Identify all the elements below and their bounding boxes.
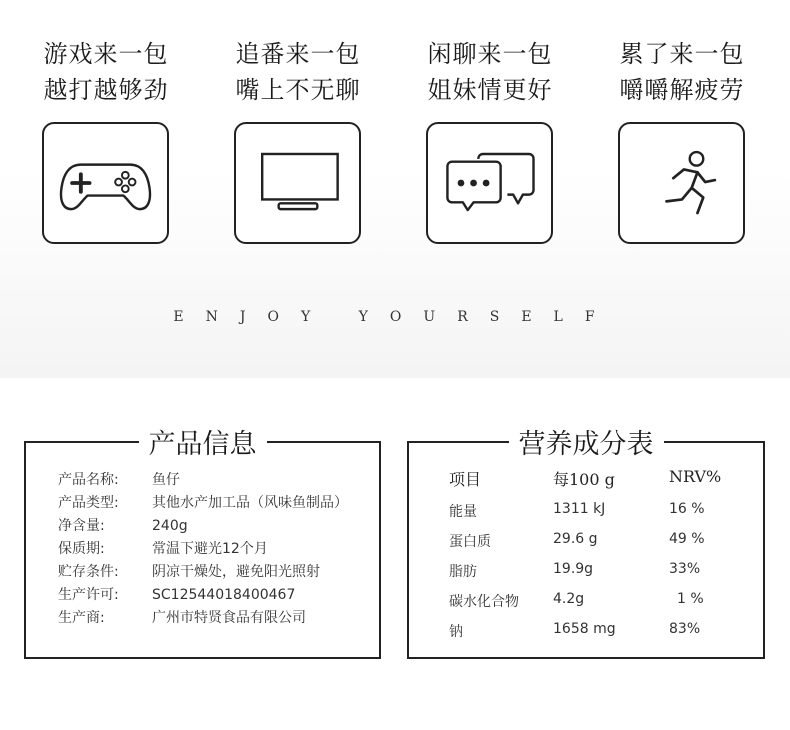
feature-line2: 越打越够劲	[43, 76, 169, 104]
nutrient-name: 钠	[449, 624, 463, 640]
info-row	[58, 492, 348, 512]
nutrient-name: 能量	[449, 504, 477, 520]
feature-tired	[602, 36, 762, 108]
feature-line1: 游戏来一包	[43, 40, 169, 68]
nutrient-name: 蛋白质	[449, 534, 491, 550]
info-label: 产品名称:	[58, 472, 119, 488]
header-per100: 每100 g	[553, 470, 615, 489]
feature-line2: 姐妹情更好	[427, 76, 553, 104]
chat-bubbles-icon	[426, 122, 553, 244]
running-man-icon	[618, 122, 745, 244]
info-label: 保质期:	[58, 541, 105, 557]
info-label: 净含量:	[58, 518, 105, 534]
nutrient-nrv: 1 %	[677, 591, 704, 607]
info-row	[58, 515, 188, 535]
nutrition-panel	[407, 429, 765, 659]
info-label: 产品类型:	[58, 495, 119, 511]
info-label: 生产商:	[58, 610, 105, 626]
product-info-panel	[24, 429, 381, 659]
header-nrv: NRV%	[669, 467, 722, 486]
gamepad-icon	[42, 122, 169, 244]
nutrition-title: 营养成分表	[509, 429, 664, 460]
info-value: 240g	[152, 518, 188, 534]
feature-line2: 嚼嚼解疲劳	[619, 76, 745, 104]
feature-anime	[218, 36, 378, 108]
nutrient-per100: 19.9g	[553, 561, 594, 577]
info-row	[58, 538, 268, 558]
tagline: ENJOY YOURSELF	[173, 309, 617, 325]
feature-line2: 嘴上不无聊	[235, 76, 361, 104]
feature-line1: 累了来一包	[619, 40, 745, 68]
nutrient-per100: 29.6 g	[553, 531, 598, 547]
nutrient-per100: 1658 mg	[553, 621, 616, 637]
nutrient-nrv: 83%	[669, 621, 701, 637]
product-info-title: 产品信息	[139, 429, 267, 460]
info-value: 阴凉干燥处，避免阳光照射	[152, 564, 320, 580]
feature-chat	[410, 36, 570, 108]
info-label: 贮存条件:	[58, 564, 119, 580]
nutrient-nrv: 33%	[669, 561, 701, 577]
info-row	[58, 469, 180, 489]
nutrient-name: 脂肪	[449, 564, 477, 580]
feature-line1: 追番来一包	[235, 40, 361, 68]
info-value: 广州市特贤食品有限公司	[152, 610, 306, 626]
nutrient-per100: 4.2g	[553, 591, 585, 607]
nutrient-per100: 1311 kJ	[553, 501, 606, 517]
info-row	[58, 584, 295, 604]
info-row	[58, 561, 320, 581]
info-value: 常温下避光12个月	[152, 541, 268, 557]
nutrition-title-wrap	[409, 422, 763, 461]
info-value: SC12544018400467	[152, 587, 296, 603]
header-item: 项目	[449, 470, 482, 489]
info-value: 鱼仔	[152, 472, 180, 488]
info-value: 其他水产加工品（风味鱼制品）	[152, 495, 348, 511]
feature-line1: 闲聊来一包	[427, 40, 553, 68]
info-row	[58, 607, 306, 627]
nutrient-nrv: 49 %	[669, 531, 705, 547]
product-info-title-wrap	[26, 422, 379, 461]
monitor-icon	[234, 122, 361, 244]
feature-gaming	[26, 36, 186, 108]
info-label: 生产许可:	[58, 587, 119, 603]
nutrient-nrv: 16 %	[669, 501, 705, 517]
nutrient-name: 碳水化合物	[449, 594, 519, 610]
